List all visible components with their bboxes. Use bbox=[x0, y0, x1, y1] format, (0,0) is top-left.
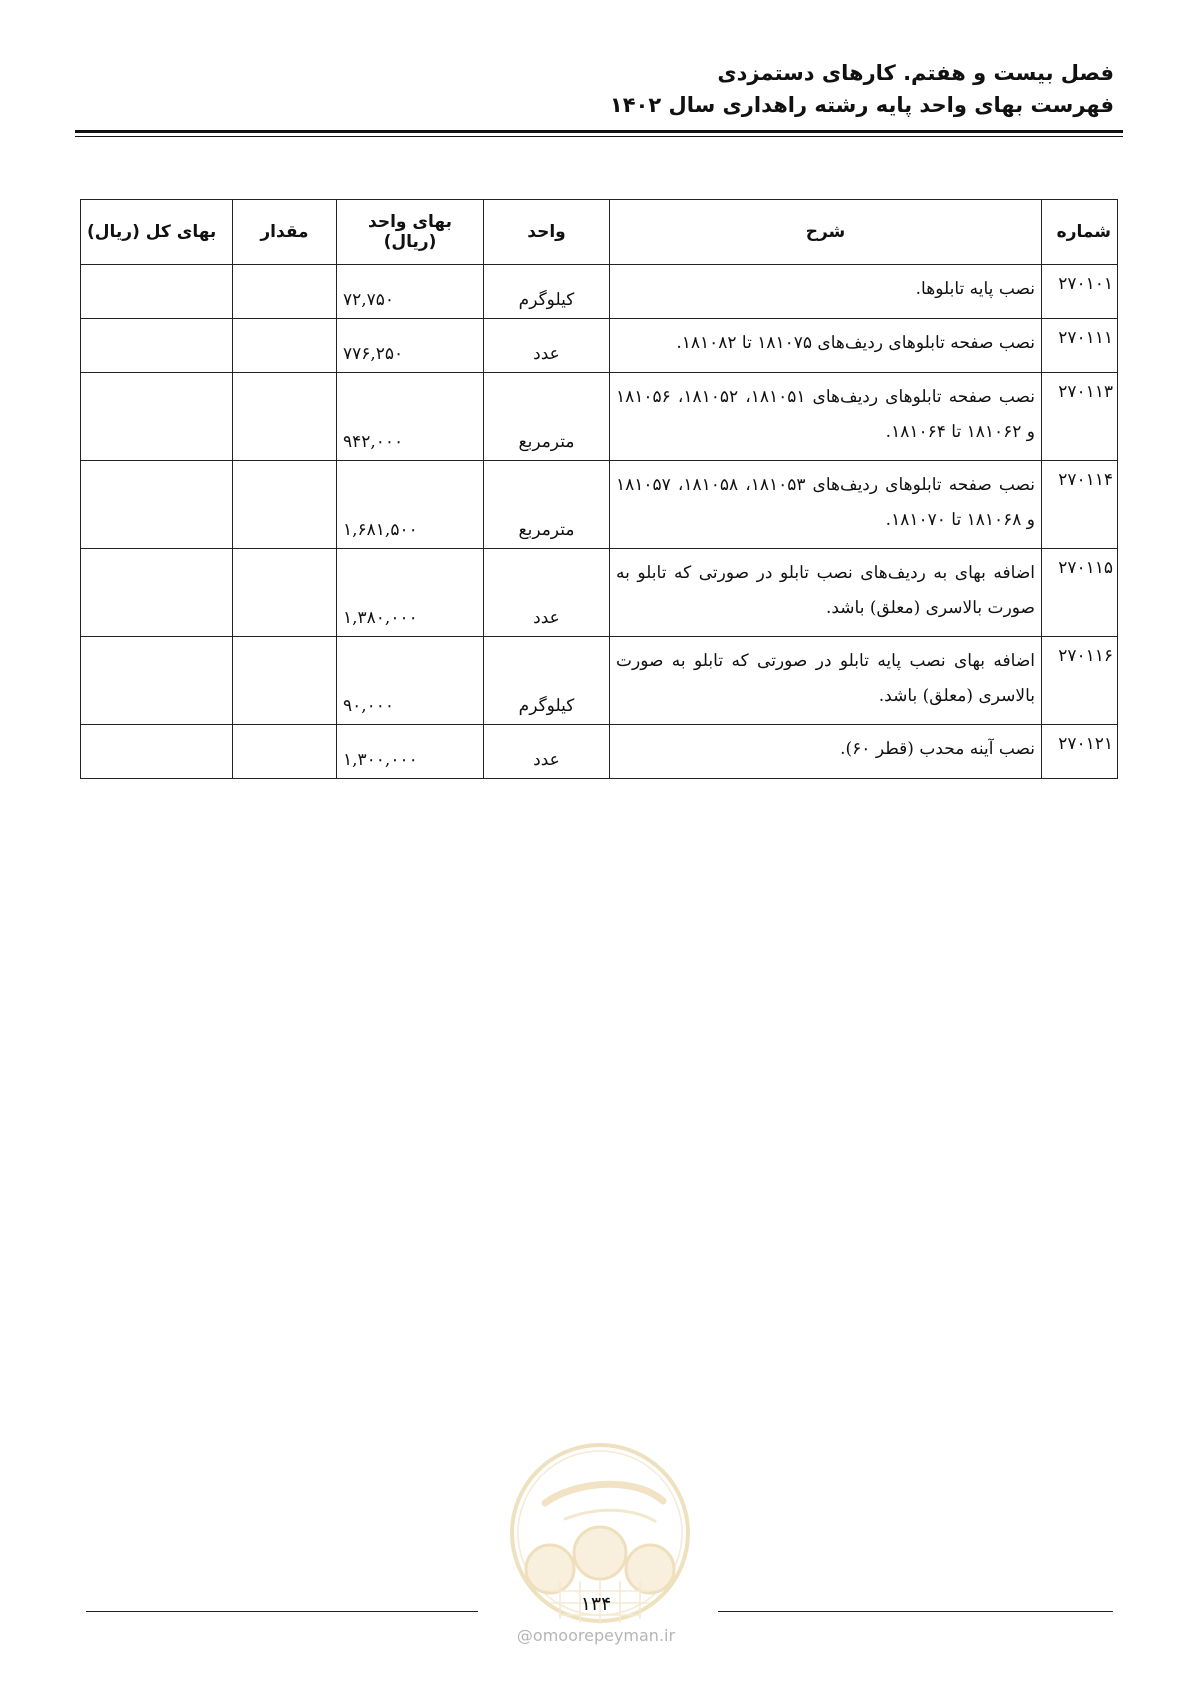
item-unit: عدد bbox=[484, 725, 610, 779]
table-header-row bbox=[81, 200, 1118, 265]
item-unit-price: ۱,۳۸۰,۰۰۰ bbox=[337, 549, 484, 637]
item-unit: عدد bbox=[484, 549, 610, 637]
footer-rule-left bbox=[86, 1611, 478, 1612]
item-quantity bbox=[233, 725, 337, 779]
item-unit: عدد bbox=[484, 319, 610, 373]
item-quantity bbox=[233, 319, 337, 373]
watermark-site: @omoorepeyman.ir bbox=[516, 1626, 676, 1645]
item-number: ۲۷۰۱۲۱ bbox=[1042, 725, 1118, 779]
column-header-unit: واحد bbox=[484, 200, 610, 265]
item-unit-price: ۷۲,۷۵۰ bbox=[337, 265, 484, 319]
page-number: ۱۳۴ bbox=[580, 1593, 612, 1615]
item-total-price bbox=[81, 373, 233, 461]
item-total-price bbox=[81, 265, 233, 319]
item-description: نصب صفحه تابلوهای ردیف‌های ۱۸۱۰۵۳، ۱۸۱۰۵۸، ۱۸۱۰۵۷ و ۱۸۱۰۶۸ تا ۱۸۱۰۷۰. bbox=[610, 461, 1042, 549]
page-header bbox=[64, 58, 1114, 120]
item-description: نصب صفحه تابلوهای ردیف‌های ۱۸۱۰۵۱، ۱۸۱۰۵۲، ۱۸۱۰۵۶ و ۱۸۱۰۶۲ تا ۱۸۱۰۶۴. bbox=[610, 373, 1042, 461]
item-unit-price: ۹۴۲,۰۰۰ bbox=[337, 373, 484, 461]
column-header-number: شماره bbox=[1042, 200, 1118, 265]
item-description: نصب آینه محدب (قطر ۶۰). bbox=[610, 725, 1042, 779]
item-number: ۲۷۰۱۱۴ bbox=[1042, 461, 1118, 549]
item-unit-price: ۹۰,۰۰۰ bbox=[337, 637, 484, 725]
item-quantity bbox=[233, 265, 337, 319]
column-header-unit-price: بهای واحد (ریال) bbox=[337, 200, 484, 265]
item-quantity bbox=[233, 373, 337, 461]
chapter-title: فصل بیست و هفتم. کارهای دستمزدی bbox=[717, 61, 1114, 85]
table-row bbox=[81, 461, 1118, 549]
item-unit: کیلوگرم bbox=[484, 637, 610, 725]
item-total-price bbox=[81, 725, 233, 779]
header-rule-thick bbox=[75, 130, 1123, 133]
item-description: نصب پایه تابلوها. bbox=[610, 265, 1042, 319]
item-number: ۲۷۰۱۱۵ bbox=[1042, 549, 1118, 637]
table-row bbox=[81, 373, 1118, 461]
item-description: نصب صفحه تابلوهای ردیف‌های ۱۸۱۰۷۵ تا ۱۸۱۰۸۲. bbox=[610, 319, 1042, 373]
table-row bbox=[81, 319, 1118, 373]
item-unit-price: ۱,۳۰۰,۰۰۰ bbox=[337, 725, 484, 779]
item-quantity bbox=[233, 549, 337, 637]
item-quantity bbox=[233, 461, 337, 549]
item-unit-price: ۷۷۶,۲۵۰ bbox=[337, 319, 484, 373]
item-unit: مترمربع bbox=[484, 373, 610, 461]
table-row bbox=[81, 725, 1118, 779]
table-row bbox=[81, 637, 1118, 725]
item-unit: مترمربع bbox=[484, 461, 610, 549]
item-description: اضافه بهای نصب پایه تابلو در صورتی که تابلو به صورت بالاسری (معلق) باشد. bbox=[610, 637, 1042, 725]
item-total-price bbox=[81, 461, 233, 549]
column-header-total-price: بهای کل (ریال) bbox=[81, 200, 233, 265]
item-quantity bbox=[233, 637, 337, 725]
header-rule-thin bbox=[75, 136, 1123, 137]
item-unit: کیلوگرم bbox=[484, 265, 610, 319]
item-total-price bbox=[81, 637, 233, 725]
item-number: ۲۷۰۱۱۶ bbox=[1042, 637, 1118, 725]
table-row bbox=[81, 265, 1118, 319]
column-header-description: شرح bbox=[610, 200, 1042, 265]
footer-rule-right bbox=[718, 1611, 1113, 1612]
table-row bbox=[81, 549, 1118, 637]
item-number: ۲۷۰۱۰۱ bbox=[1042, 265, 1118, 319]
item-description: اضافه بهای به ردیف‌های نصب تابلو در صورتی که تابلو به صورت بالاسری (معلق) باشد. bbox=[610, 549, 1042, 637]
item-number: ۲۷۰۱۱۳ bbox=[1042, 373, 1118, 461]
column-header-quantity: مقدار bbox=[233, 200, 337, 265]
price-table bbox=[80, 199, 1118, 779]
item-total-price bbox=[81, 319, 233, 373]
item-number: ۲۷۰۱۱۱ bbox=[1042, 319, 1118, 373]
price-list-title: فهرست بهای واحد پایه رشته راهداری سال ۱۴۰۲ bbox=[609, 93, 1114, 117]
item-unit-price: ۱,۶۸۱,۵۰۰ bbox=[337, 461, 484, 549]
item-total-price bbox=[81, 549, 233, 637]
